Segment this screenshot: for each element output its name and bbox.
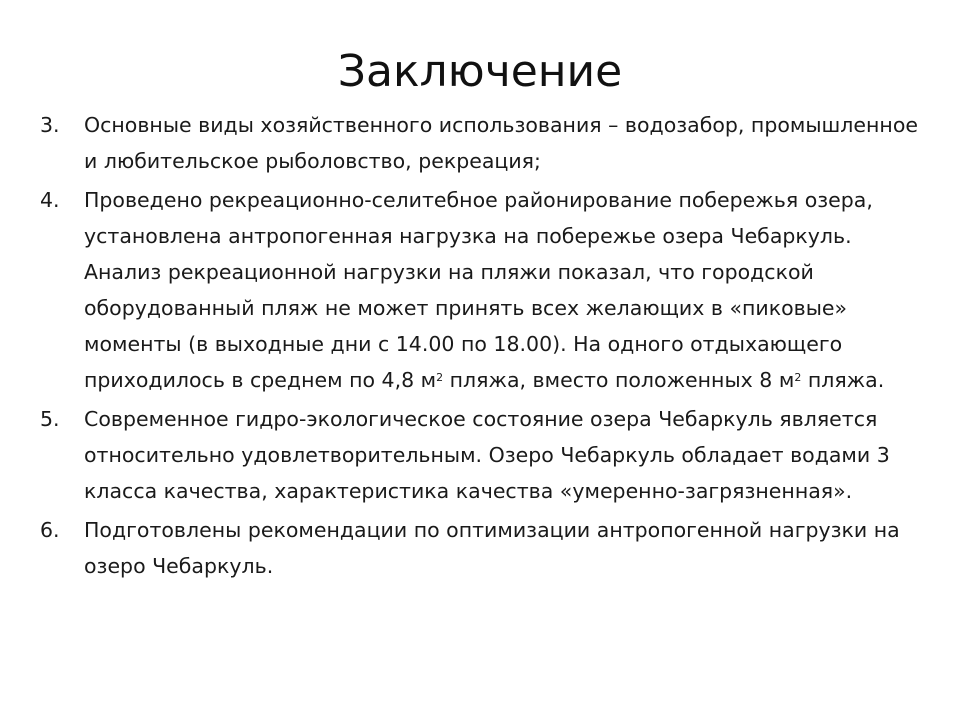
list-item-text-part: Проведено рекреационно-селитебное районирование побережья озера, установлена антропогенная нагрузка на побережье озера Чебаркуль. Анализ рекреационной нагрузки на пляжи показал, что городской оборудованный пляж не может принять всех желающих в «пиковые» моменты (в выходные дни с 14.00 по 18.00). На одного отдыхающего приходилось в среднем по 4,8 м	[84, 188, 873, 392]
list-item-text: Основные виды хозяйственного использования – водозабор, промышленное и любительское рыболовство, рекреация;	[84, 113, 918, 173]
list-item-text-part: пляжа, вместо положенных 8 м	[443, 368, 795, 392]
list-item	[40, 182, 920, 398]
list-item-number: 3.	[40, 113, 60, 137]
list-item	[40, 107, 920, 179]
list-item-number: 5.	[40, 407, 60, 431]
list-item	[40, 401, 920, 509]
list-item-number: 6.	[40, 518, 60, 542]
list-item-number: 4.	[40, 188, 60, 212]
list-item-text: Подготовлены рекомендации по оптимизации антропогенной нагрузки на озеро Чебаркуль.	[84, 518, 900, 578]
list-item-text: Современное гидро-экологическое состояние озера Чебаркуль является относительно удовлетворительным. Озеро Чебаркуль обладает водами 3 класса качества, характеристика качества «умеренно-загрязненная».	[84, 407, 890, 503]
square-unit-superscript: 2	[794, 371, 802, 384]
square-unit-superscript: 2	[436, 371, 444, 384]
slide-title: Заключение	[337, 46, 623, 97]
list-item-text-part: пляжа.	[801, 368, 885, 392]
list-item	[40, 512, 920, 584]
list-item-text	[84, 182, 920, 398]
conclusion-list	[40, 107, 920, 587]
